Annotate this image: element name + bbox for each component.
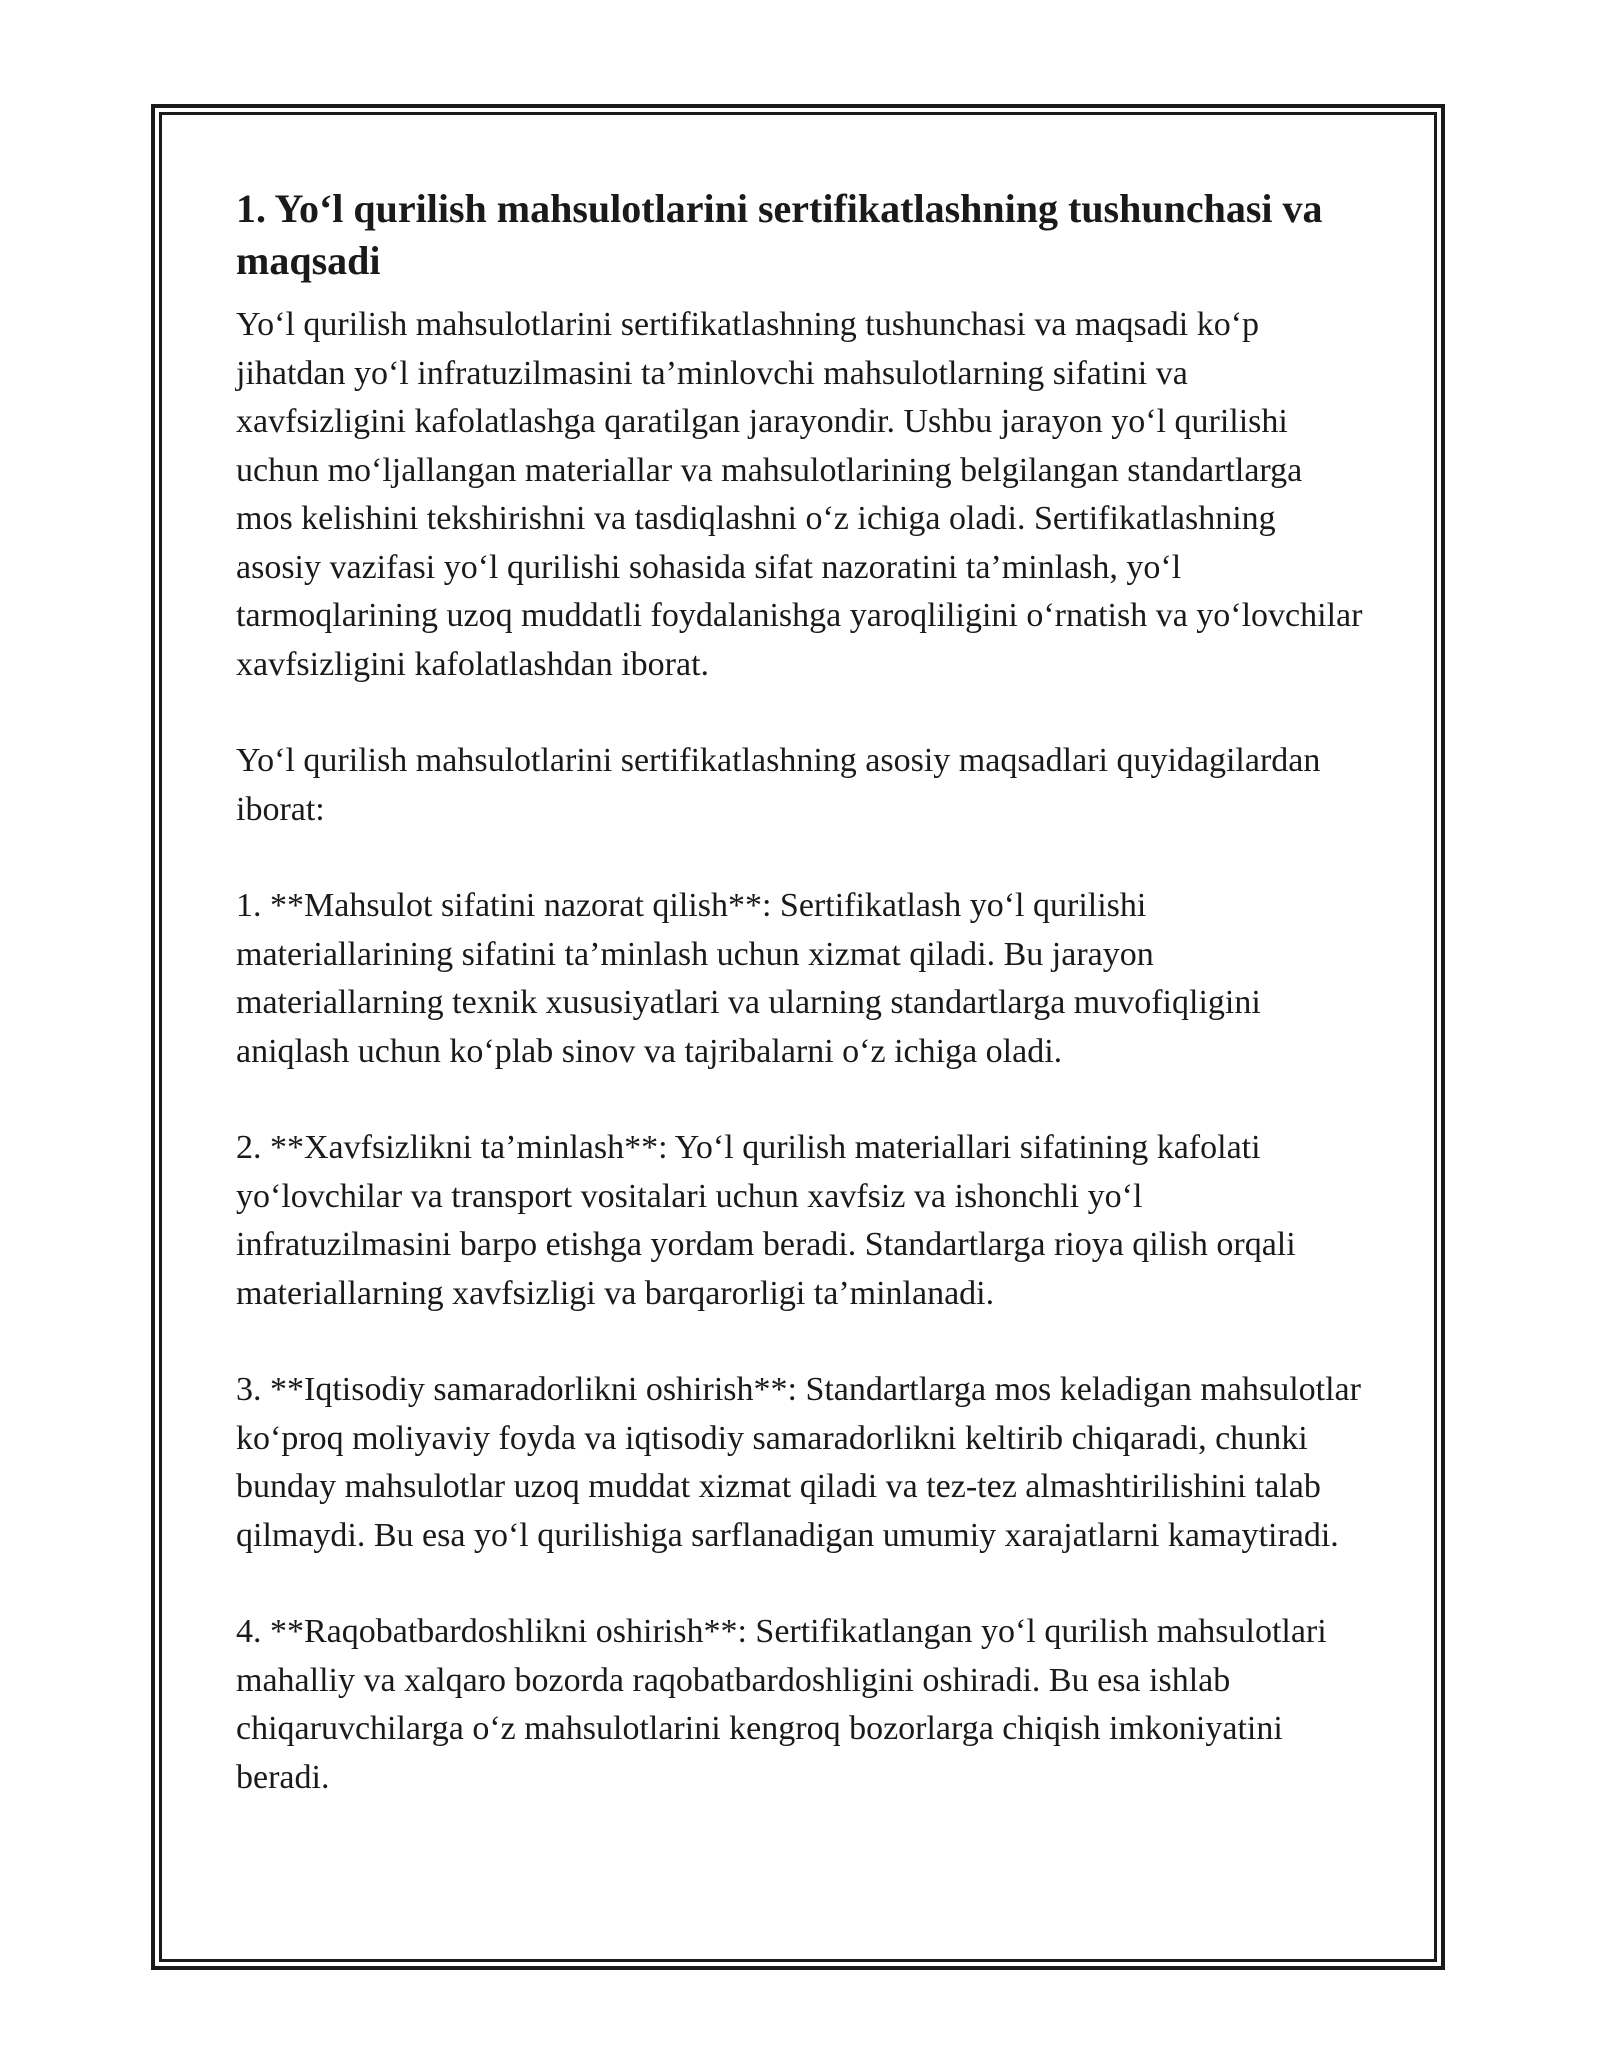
document-body (236, 183, 1366, 1802)
goal-item-economic: 3. **Iqtisodiy samaradorlikni oshirish**: Standartlarga mos keladigan mahsulotlar ko‘proq moliyaviy foyda va iqtisodiy samaradorlikni keltirib chiqaradi, chunki bunday mahsulotlar uzoq muddat xizmat qiladi va tez-tez almashtirilishini talab qilmaydi. Bu esa yo‘l qurilishiga sarflanadigan umumiy xarajatlarni kamaytiradi. (236, 1371, 1361, 1554)
section-heading: 1. Yo‘l qurilish mahsulotlarini sertifikatlashning tushunchasi va maqsadi (236, 186, 1323, 283)
intro-paragraph: Yo‘l qurilish mahsulotlarini sertifikatlashning tushunchasi va maqsadi ko‘p jihatdan yo‘l infratuzilmasini ta’minlovchi mahsulotlarning sifatini va xavfsizligini kafolatlashga qaratilgan jarayondir. Ushbu jarayon yo‘l qurilishi uchun mo‘ljallangan materiallar va mahsulotlarining belgilangan standartlarga mos kelishini tekshirishni va tasdiqlashni o‘z ichiga oladi. Sertifikatlashning asosiy vazifasi yo‘l qurilishi sohasida sifat nazoratini ta’minlash, yo‘l tarmoqlarining uzoq muddatli foydalanishga yaroqliligini o‘rnatish va yo‘lovchilar xavfsizligini kafolatlashdan iborat. (236, 306, 1363, 683)
goal-item-competitiveness: 4. **Raqobatbardoshlikni oshirish**: Sertifikatlangan yo‘l qurilish mahsulotlari mahalliy va xalqaro bozorda raqobatbardoshligini oshiradi. Bu esa ishlab chiqaruvchilarga o‘z mahsulotlarini kengroq bozorlarga chiqish imkoniyatini beradi. (236, 1613, 1327, 1796)
goal-item-safety: 2. **Xavfsizlikni ta’minlash**: Yo‘l qurilish materiallari sifatining kafolati yo‘lovchilar va transport vositalari uchun xavfsiz va ishonchli yo‘l infratuzilmasini barpo etishga yordam beradi. Standartlarga rioya qilish orqali materiallarning xavfsizligi va barqarorligi ta’minlanadi. (236, 1129, 1296, 1312)
goals-lead-paragraph: Yo‘l qurilish mahsulotlarini sertifikatlashning asosiy maqsadlari quyidagilardan iborat: (236, 742, 1321, 828)
goal-item-quality: 1. **Mahsulot sifatini nazorat qilish**: Sertifikatlash yo‘l qurilishi materiallarining sifatini ta’minlash uchun xizmat qiladi. Bu jarayon materiallarning texnik xususiyatlari va ularning standartlarga muvofiqligini aniqlash uchun ko‘plab sinov va tajribalarni o‘z ichiga oladi. (236, 887, 1261, 1070)
